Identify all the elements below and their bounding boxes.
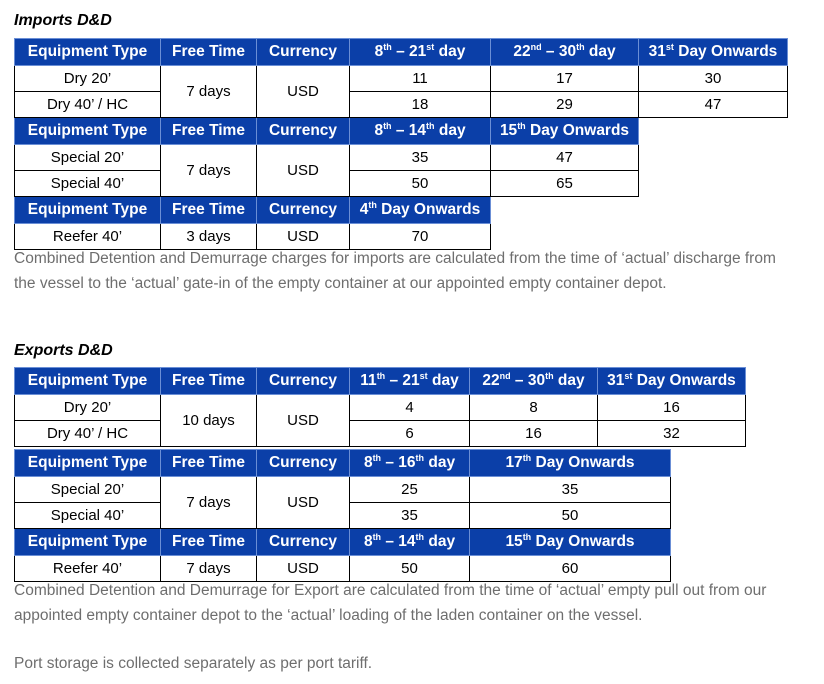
- col-header-equipment-type: Equipment Type: [15, 529, 161, 556]
- free-time-cell: 7 days: [161, 477, 257, 529]
- currency-cell: USD: [257, 224, 350, 250]
- rate-cell: 4: [350, 395, 470, 421]
- rate-cell: 30: [639, 66, 788, 92]
- rate-cell: 50: [350, 171, 491, 197]
- col-header-period-2: 15th Day Onwards: [491, 118, 639, 145]
- col-header-period-1: 8th – 16th day: [350, 450, 470, 477]
- rate-cell: 60: [470, 556, 671, 582]
- exports-table: [14, 367, 746, 447]
- equipment-type-cell: Dry 40’ / HC: [15, 421, 161, 447]
- equipment-type-cell: Special 40’: [15, 171, 161, 197]
- col-header-currency: Currency: [257, 118, 350, 145]
- imports-special-header-row: [15, 118, 788, 145]
- col-header-currency: Currency: [257, 450, 350, 477]
- rate-cell: 47: [491, 145, 639, 171]
- col-header-equipment-type: Equipment Type: [15, 368, 161, 395]
- rate-cell: 35: [350, 503, 470, 529]
- rate-cell: 8: [470, 395, 598, 421]
- currency-cell: USD: [257, 556, 350, 582]
- col-header-currency: Currency: [257, 39, 350, 66]
- rate-cell: 16: [470, 421, 598, 447]
- equipment-type-cell: Special 40’: [15, 503, 161, 529]
- rate-cell: 65: [491, 171, 639, 197]
- col-header-equipment-type: Equipment Type: [15, 450, 161, 477]
- col-header-free-time: Free Time: [161, 118, 257, 145]
- free-time-cell: 3 days: [161, 224, 257, 250]
- rate-cell: 18: [350, 92, 491, 118]
- col-header-period-2: 22nd – 30th day: [491, 39, 639, 66]
- imports-dry-header-row: [15, 39, 788, 66]
- col-header-free-time: Free Time: [161, 368, 257, 395]
- rate-cell: 11: [350, 66, 491, 92]
- imports-note: Combined Detention and Demurrage charges for imports are calculated from the time of ‘actual’ discharge from the vessel to the ‘actual’ gate-in of the empty container at our appointed empty container depot.: [14, 250, 776, 292]
- equipment-type-cell: Dry 20’: [15, 66, 161, 92]
- exports-dry-header-row: [15, 368, 746, 395]
- rate-cell: 47: [639, 92, 788, 118]
- exports-special-header-row: [15, 450, 671, 477]
- currency-cell: USD: [257, 395, 350, 447]
- col-header-free-time: Free Time: [161, 197, 257, 224]
- imports-table: [14, 38, 788, 250]
- free-time-cell: 10 days: [161, 395, 257, 447]
- equipment-type-cell: Special 20’: [15, 145, 161, 171]
- exports-heading: Exports D&D: [14, 342, 113, 359]
- equipment-type-cell: Dry 40’ / HC: [15, 92, 161, 118]
- currency-cell: USD: [257, 477, 350, 529]
- free-time-cell: 7 days: [161, 145, 257, 197]
- table-row: [15, 477, 671, 503]
- table-row: [15, 66, 788, 92]
- col-header-period-1: 8th – 14th day: [350, 529, 470, 556]
- rate-cell: 6: [350, 421, 470, 447]
- col-header-free-time: Free Time: [161, 450, 257, 477]
- currency-cell: USD: [257, 66, 350, 118]
- col-header-equipment-type: Equipment Type: [15, 39, 161, 66]
- table-row: [15, 145, 788, 171]
- empty-cell: [639, 197, 788, 224]
- free-time-cell: 7 days: [161, 556, 257, 582]
- rate-cell: 50: [350, 556, 470, 582]
- col-header-free-time: Free Time: [161, 39, 257, 66]
- table-row: [15, 421, 746, 447]
- rate-cell: 35: [350, 145, 491, 171]
- col-header-period-2: 22nd – 30th day: [470, 368, 598, 395]
- table-row: [15, 395, 746, 421]
- empty-cell: [639, 171, 788, 197]
- rate-cell: 17: [491, 66, 639, 92]
- col-header-free-time: Free Time: [161, 529, 257, 556]
- equipment-type-cell: Dry 20’: [15, 395, 161, 421]
- exports-reefer-header-row: [15, 529, 671, 556]
- port-storage-note: Port storage is collected separately as per port tariff.: [14, 655, 373, 672]
- rate-cell: 16: [598, 395, 746, 421]
- exports-special-reefer-table: [14, 449, 671, 582]
- rate-cell: 35: [470, 477, 671, 503]
- col-header-period-1: 8th – 21st day: [350, 39, 491, 66]
- empty-cell: [639, 145, 788, 171]
- col-header-currency: Currency: [257, 197, 350, 224]
- col-header-equipment-type: Equipment Type: [15, 197, 161, 224]
- col-header-currency: Currency: [257, 368, 350, 395]
- free-time-cell: 7 days: [161, 66, 257, 118]
- col-header-equipment-type: Equipment Type: [15, 118, 161, 145]
- rate-cell: 50: [470, 503, 671, 529]
- rate-cell: 25: [350, 477, 470, 503]
- imports-heading: Imports D&D: [14, 12, 112, 29]
- rate-cell: 70: [350, 224, 491, 250]
- equipment-type-cell: Reefer 40’: [15, 556, 161, 582]
- imports-reefer-header-row: [15, 197, 788, 224]
- col-header-period-1: 8th – 14th day: [350, 118, 491, 145]
- col-header-currency: Currency: [257, 529, 350, 556]
- col-header-period-2: 15th Day Onwards: [470, 529, 671, 556]
- col-header-period-2: 17th Day Onwards: [470, 450, 671, 477]
- empty-cell: [491, 197, 639, 224]
- empty-cell: [639, 118, 788, 145]
- col-header-period-3: 31st Day Onwards: [639, 39, 788, 66]
- exports-note: Combined Detention and Demurrage for Export are calculated from the time of ‘actual’ empty pull out from our appointed empty container depot to the ‘actual’ loading of the laden container on the vessel.: [14, 582, 767, 624]
- table-row: [15, 92, 788, 118]
- table-row: [15, 171, 788, 197]
- rate-cell: 29: [491, 92, 639, 118]
- equipment-type-cell: Special 20’: [15, 477, 161, 503]
- currency-cell: USD: [257, 145, 350, 197]
- rate-cell: 32: [598, 421, 746, 447]
- equipment-type-cell: Reefer 40’: [15, 224, 161, 250]
- col-header-period-3: 31st Day Onwards: [598, 368, 746, 395]
- col-header-period-1: 11th – 21st day: [350, 368, 470, 395]
- col-header-period-1: 4th Day Onwards: [350, 197, 491, 224]
